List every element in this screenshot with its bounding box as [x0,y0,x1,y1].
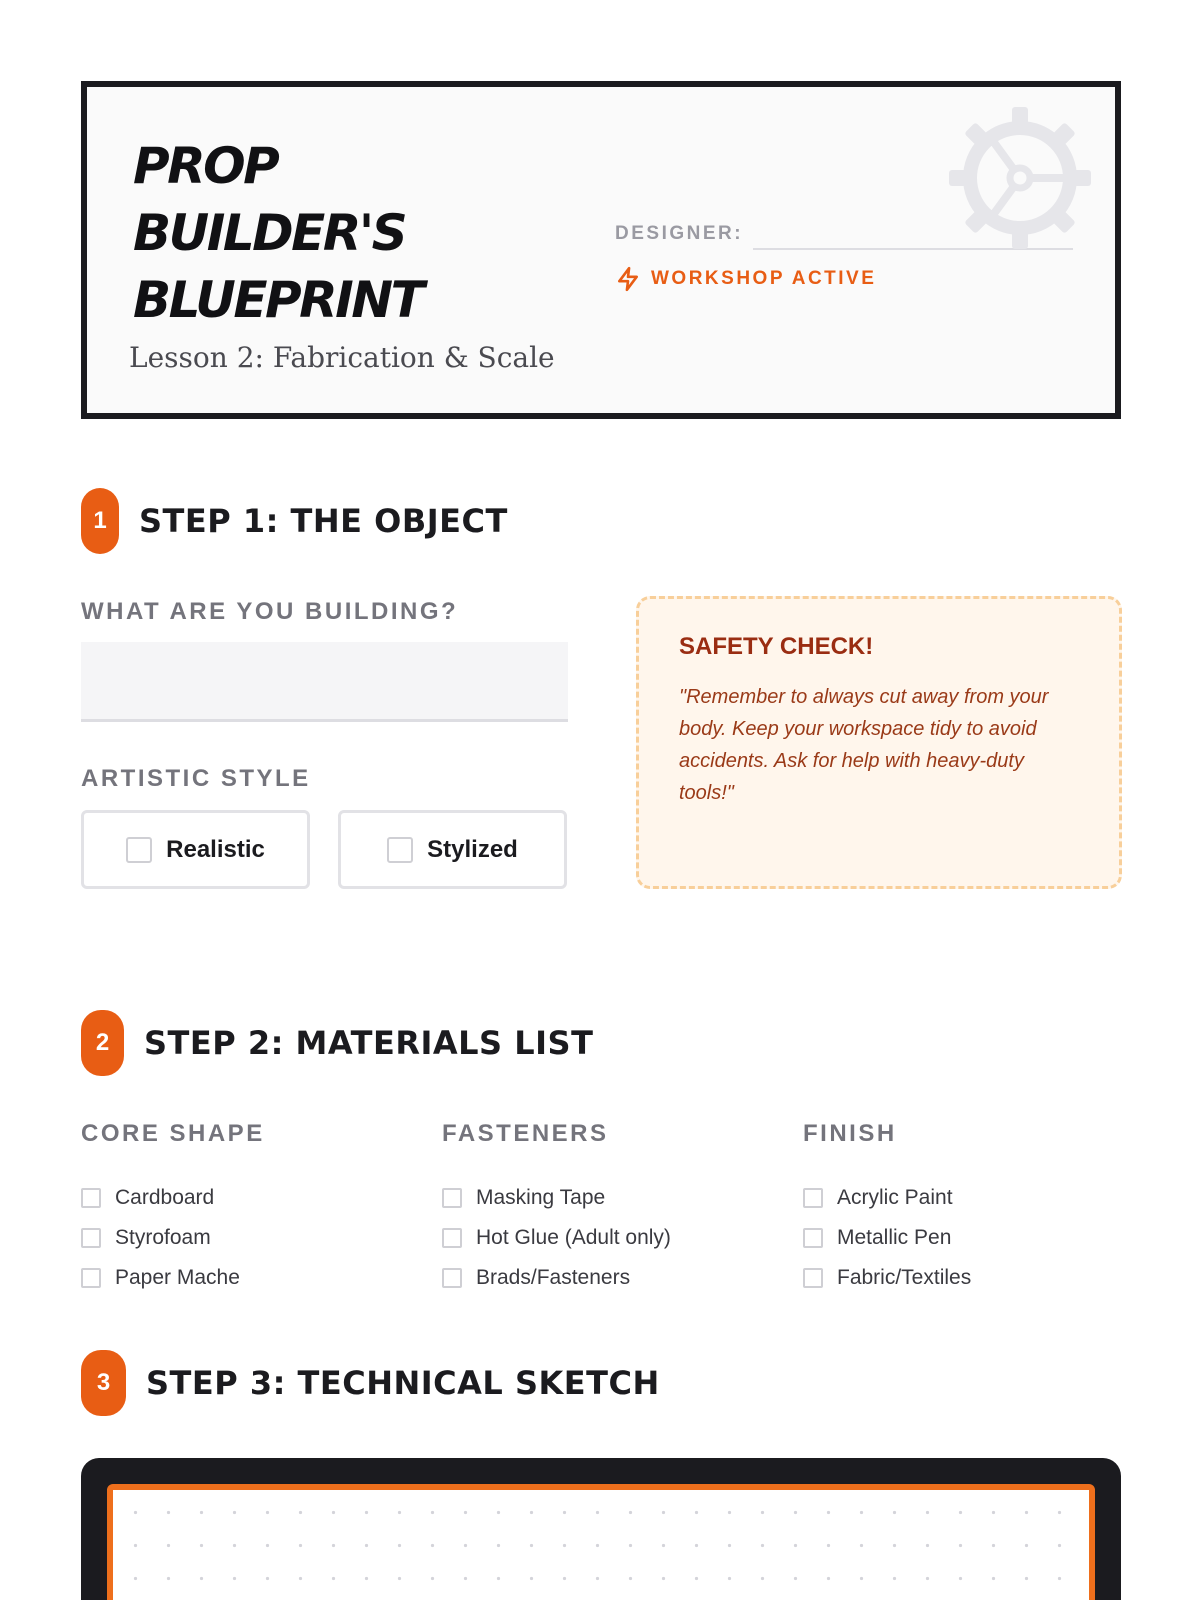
list-item[interactable] [803,1218,1133,1258]
step-3-badge: 3 [81,1350,126,1416]
material-label: Brads/Fasteners [476,1266,631,1289]
workshop-status [615,265,876,293]
list-item[interactable] [81,1218,411,1258]
safety-quote: "Remember to always cut away from your body. Keep your workspace tidy to avoid accidents. Ask for help with heavy-duty tools!" [679,686,1049,804]
material-label: Masking Tape [476,1186,606,1209]
style-option-stylized[interactable] [338,810,567,889]
list-item[interactable] [81,1258,411,1298]
list-item[interactable] [442,1218,772,1258]
materials-heading: FASTENERS [442,1120,609,1147]
bolt-icon [615,265,641,293]
list-item[interactable] [442,1258,772,1298]
gear-icon [945,103,1095,253]
material-checkbox[interactable] [803,1188,823,1208]
material-checkbox[interactable] [442,1188,462,1208]
object-input[interactable] [81,642,568,722]
material-label: Paper Mache [115,1266,240,1289]
realistic-checkbox[interactable] [126,837,152,863]
material-label: Acrylic Paint [837,1186,953,1209]
workshop-status-text: WORKSHOP ACTIVE [651,268,877,289]
lesson-subtitle: Lesson 2: Fabrication & Scale [129,341,555,374]
safety-title: SAFETY CHECK! [679,633,874,660]
material-label: Fabric/Textiles [837,1266,972,1289]
material-checkbox[interactable] [803,1268,823,1288]
title-line-3: BLUEPRINT [133,271,423,329]
material-label: Metallic Pen [837,1226,952,1249]
step-3-title: STEP 3: TECHNICAL SKETCH [146,1364,660,1402]
step-1-heading [81,488,508,554]
step-3-heading [81,1350,660,1416]
materials-column-core-shape [81,1120,411,1298]
style-option-realistic[interactable] [81,810,310,889]
step-2-title: STEP 2: MATERIALS LIST [144,1024,594,1062]
step-1-title: STEP 1: THE OBJECT [139,502,508,540]
realistic-label: Realistic [166,835,265,863]
materials-heading: FINISH [803,1120,897,1147]
stylized-label: Stylized [427,835,518,863]
designer-label: DESIGNER: [615,223,744,244]
list-item[interactable] [442,1178,772,1218]
title-line-1: PROP [133,137,278,195]
material-checkbox[interactable] [81,1228,101,1248]
material-checkbox[interactable] [442,1268,462,1288]
material-checkbox[interactable] [442,1228,462,1248]
materials-heading: CORE SHAPE [81,1120,265,1147]
artistic-style-label: ARTISTIC STYLE [81,765,311,792]
materials-column-fasteners [442,1120,772,1298]
material-checkbox[interactable] [81,1188,101,1208]
list-item[interactable] [81,1178,411,1218]
material-label: Hot Glue (Adult only) [476,1226,671,1249]
step-2-heading [81,1010,593,1076]
step-1-badge: 1 [81,488,119,554]
material-checkbox[interactable] [81,1268,101,1288]
object-label: WHAT ARE YOU BUILDING? [81,598,459,625]
material-label: Styrofoam [115,1226,211,1249]
step-2-badge: 2 [81,1010,124,1076]
list-item[interactable] [803,1178,1133,1218]
sketch-canvas[interactable] [107,1484,1095,1600]
list-item[interactable] [803,1258,1133,1298]
material-checkbox[interactable] [803,1228,823,1248]
material-label: Cardboard [115,1186,215,1209]
title-line-2: BUILDER'S [133,204,406,262]
stylized-checkbox[interactable] [387,837,413,863]
sketch-frame [81,1458,1121,1600]
materials-column-finish [803,1120,1133,1298]
safety-check-box [636,596,1122,889]
worksheet-header [81,81,1121,419]
